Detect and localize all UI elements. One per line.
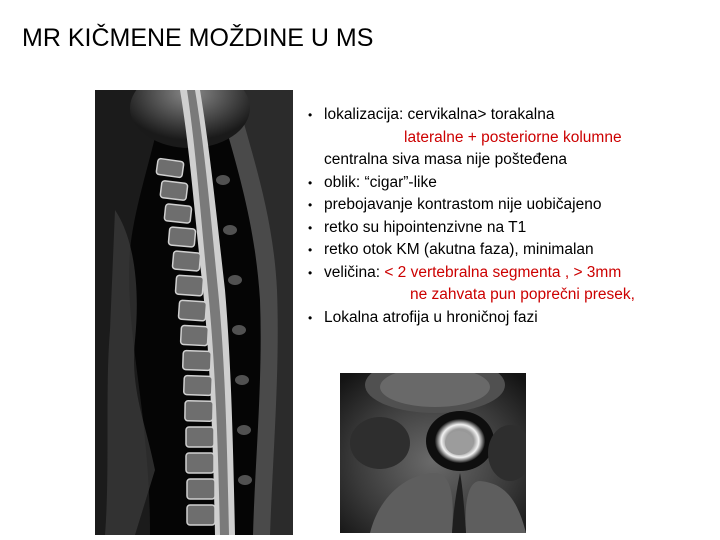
bullet-t1: retko su hipointenzivne na T1 [324, 218, 527, 236]
bullet-size-prefix: veličina: [324, 263, 385, 281]
list-item: • retko su hipointenzivne na T1 [308, 218, 527, 236]
bullet-contrast: prebojavanje kontrastom nije uobičajeno [324, 196, 602, 213]
bullet-size-cross-section: ne zahvata pun poprečni presek, [410, 286, 635, 303]
axial-mri-image [340, 373, 526, 533]
list-item: • oblik: “cigar”-like [308, 173, 437, 191]
findings-list [306, 104, 716, 329]
list-item: • prebojavanje kontrastom nije uobičajeno [308, 196, 602, 213]
list-item: • lokalizacija: cervikalna> torakalna lateralne + posteriorne kolumne centralna siva masa nije pošteđena [306, 104, 716, 172]
list-item: • retko otok KM (akutna faza), minimalan [308, 241, 594, 258]
bullet-localization-columns: lateralne + posteriorne kolumne [404, 128, 622, 146]
list-item: • veličina: < 2 vertebralna segmenta , > 3mm ne zahvata pun poprečni presek, [306, 262, 716, 307]
bullet-localization-grey-matter: centralna siva masa nije pošteđena [324, 151, 567, 168]
bullet-localization: lokalizacija: cervikalna> torakalna [324, 106, 555, 123]
slide-title: MR KIČMENE MOŽDINE U MS [22, 24, 374, 52]
bullet-size-value: < 2 vertebralna segmenta , > 3mm [384, 263, 622, 281]
bullet-edema: retko otok KM (akutna faza), minimalan [324, 241, 594, 258]
bullet-shape: oblik: “cigar”-like [324, 173, 437, 191]
sagittal-mri-image [95, 90, 293, 535]
list-item: • Lokalna atrofija u hroničnoj fazi [308, 308, 538, 326]
bullet-atrophy: Lokalna atrofija u hroničnoj fazi [324, 308, 538, 326]
